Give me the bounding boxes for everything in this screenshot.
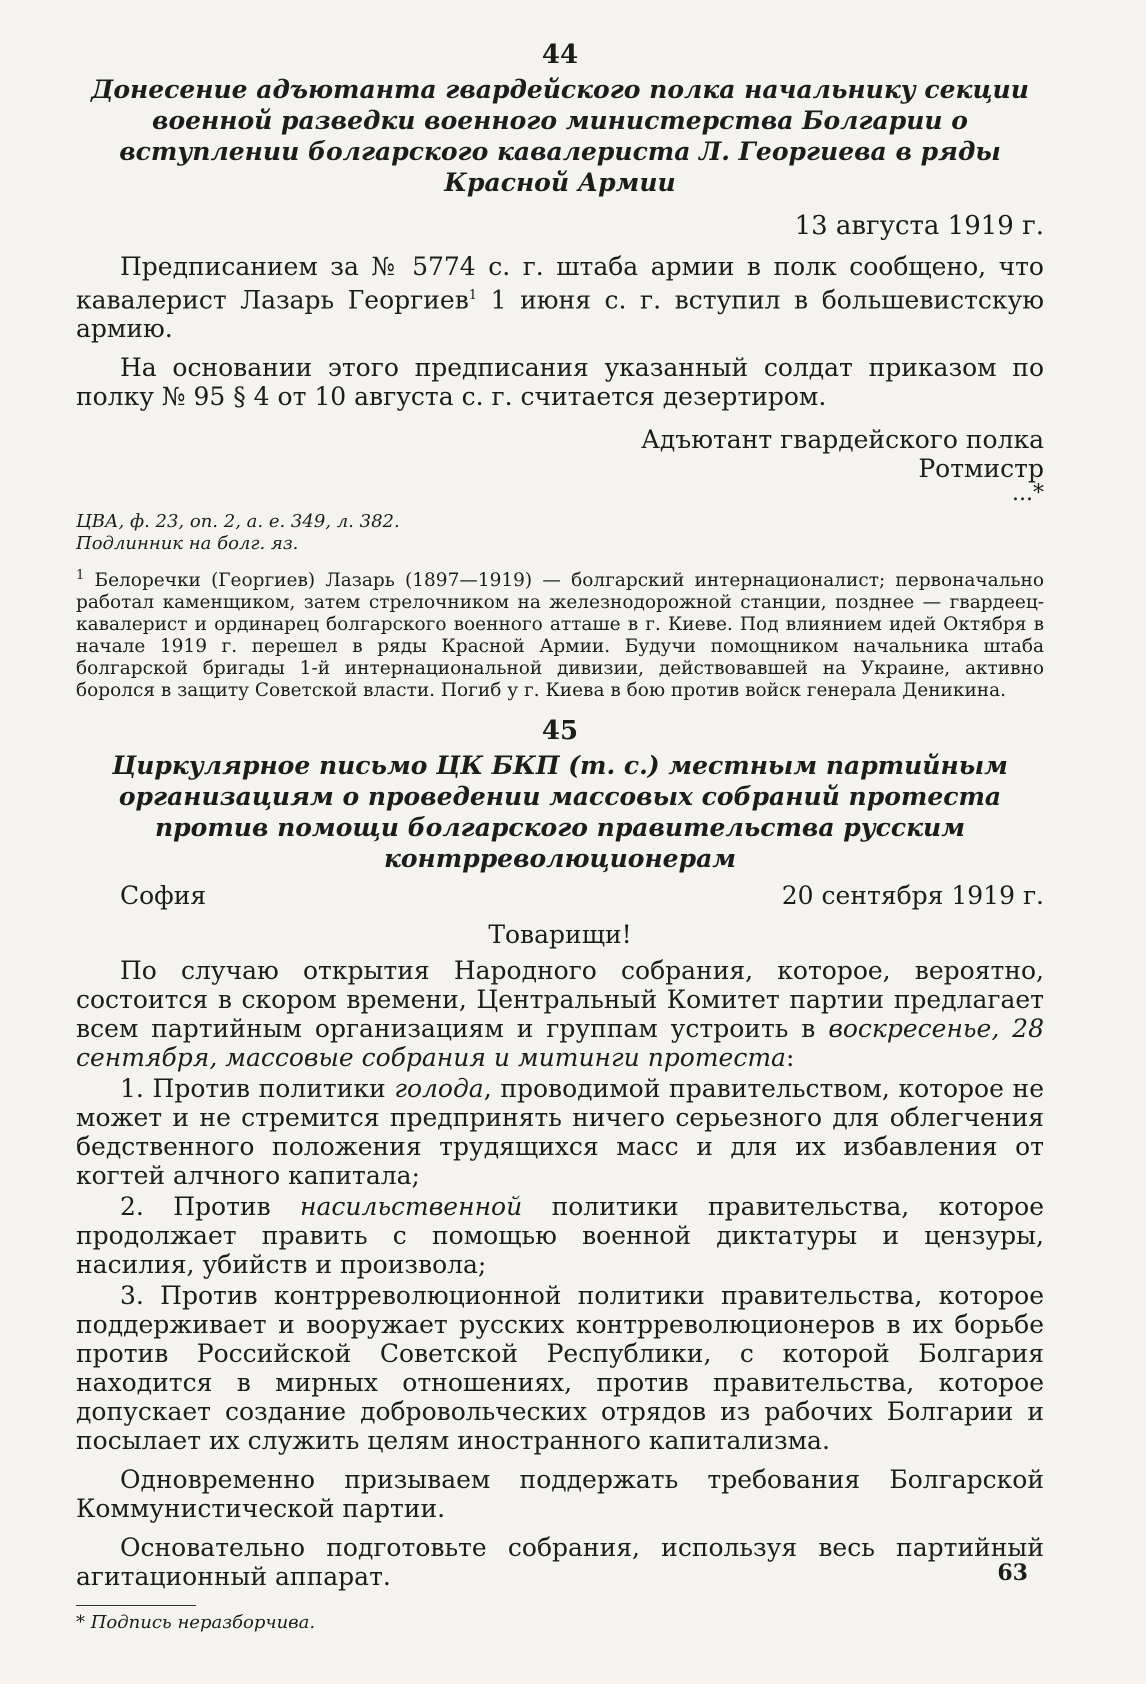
paragraph-text: политики правительства, которое продолжает править с помощью военной диктатуры и цензуры, насилия, убийств и произвола;	[76, 1192, 1044, 1280]
document-44	[76, 40, 1044, 702]
document-date: 20 сентября 1919 г.	[781, 881, 1044, 911]
note-number: 1	[76, 568, 85, 584]
signature-line: Адъютант гвардейского полка	[640, 425, 1044, 455]
footnote: * Подпись неразборчива.	[76, 1612, 316, 1634]
emphasis-text: насильственной	[300, 1192, 523, 1222]
signature-mark: ...*	[1012, 481, 1044, 507]
signature-title	[76, 425, 1044, 483]
paragraph-text: , проводимой правительством, которое не может и не стремится предпринять ничего серьезного для облегчения бедственного положения трудящихся масс и для их избавления от когтей алчного капитала;	[76, 1074, 1045, 1191]
document-date: 13 августа 1919 г.	[794, 211, 1044, 241]
paragraph	[76, 956, 1044, 1072]
place-date-row	[76, 880, 1044, 911]
editorial-note	[76, 565, 1044, 702]
list-item	[76, 1192, 1044, 1279]
paragraph-text: :	[785, 1043, 795, 1073]
footnote-ref: 1	[468, 288, 478, 303]
document-place: София	[120, 881, 207, 911]
document-title: Донесение адъютанта гвардейского полка начальнику секции военной разведки военного министерства Болгарии о вступлении болгарского кавалериста Л. Георгиева в ряды Красной Армии	[91, 75, 1029, 197]
archive-line: Подлинник на болг. яз.	[76, 533, 299, 555]
document-number: 44	[541, 40, 579, 70]
greeting: Товарищи!	[488, 920, 632, 950]
paragraph	[76, 252, 1044, 343]
archive-reference	[76, 511, 1044, 555]
paragraph-text: 2. Против	[120, 1192, 301, 1222]
document-number: 45	[541, 716, 579, 747]
note-text: Белоречки (Георгиев) Лазарь (1897—1919) — болгарский интернационалист; первоначально работал каменщиком, затем стрелочником на железнодорожной станции, позднее — гвардеец-кавалерист и ординарец болгарского военного атташе в г. Киеве. Под влиянием идей Октября в начале 1919 г. перешел в ряды Красной Армии. Будучи помощником начальника штаба болгарской бригады 1-й интернациональной дивизии, действовавшей на Украине, активно боролся в защиту Советской власти. Погиб у г. Киева в бою против войск генерала Деникина.	[76, 570, 1044, 702]
footnote-divider	[76, 1605, 196, 1606]
list-item	[76, 1074, 1044, 1190]
paragraph-text: 1. Против политики	[120, 1074, 395, 1104]
emphasis-text: воскресенье, 28 сентября, массовые собрания и митинги протеста	[76, 1014, 1044, 1073]
document-45	[76, 716, 1044, 1634]
archive-line: ЦВА, ф. 23, оп. 2, а. е. 349, л. 382.	[76, 511, 400, 533]
list-item: 3. Против контрреволюционной политики правительства, которое поддерживает и вооружает русских контрреволюционеров в их борьбе против Российской Советской Республики, с которой Болгария находится в мирных отношениях, против правительства, которое допускает создание добровольческих отрядов из рабочих Болгарии и посылает их служить целям иностранного капитализма.	[76, 1281, 1044, 1456]
paragraph-text: 1 июня с. г. вступил в большевистскую армию.	[76, 285, 1045, 344]
page-number: 63	[997, 1560, 1028, 1586]
paragraph: Основательно подготовьте собрания, используя весь партийный агитационный аппарат.	[76, 1533, 1044, 1592]
emphasis-text: голода	[394, 1074, 484, 1104]
signature-line: Ротмистр	[918, 454, 1044, 484]
paragraph-text: Предписанием за № 5774 с. г. штаба армии в полк сообщено, что кавалерист Лазарь Георгиев	[76, 252, 1044, 315]
document-title: Циркулярное письмо ЦК БКП (т. с.) местным партийным организациям о проведении массовых собраний протеста против помощи болгарского правительства русским контрреволюционерам	[112, 751, 1008, 874]
paragraph-text: По случаю открытия Народного собрания, которое, вероятно, состоится в скором времени, Центральный Комитет партии предлагает всем партийным организациям и группам устроить в	[76, 956, 1044, 1044]
paragraph: Одновременно призываем поддержать требования Болгарской Коммунистической партии.	[76, 1465, 1044, 1524]
paragraph: На основании этого предписания указанный солдат приказом по полку № 95 § 4 от 10 августа с. г. считается дезертиром.	[76, 353, 1044, 412]
